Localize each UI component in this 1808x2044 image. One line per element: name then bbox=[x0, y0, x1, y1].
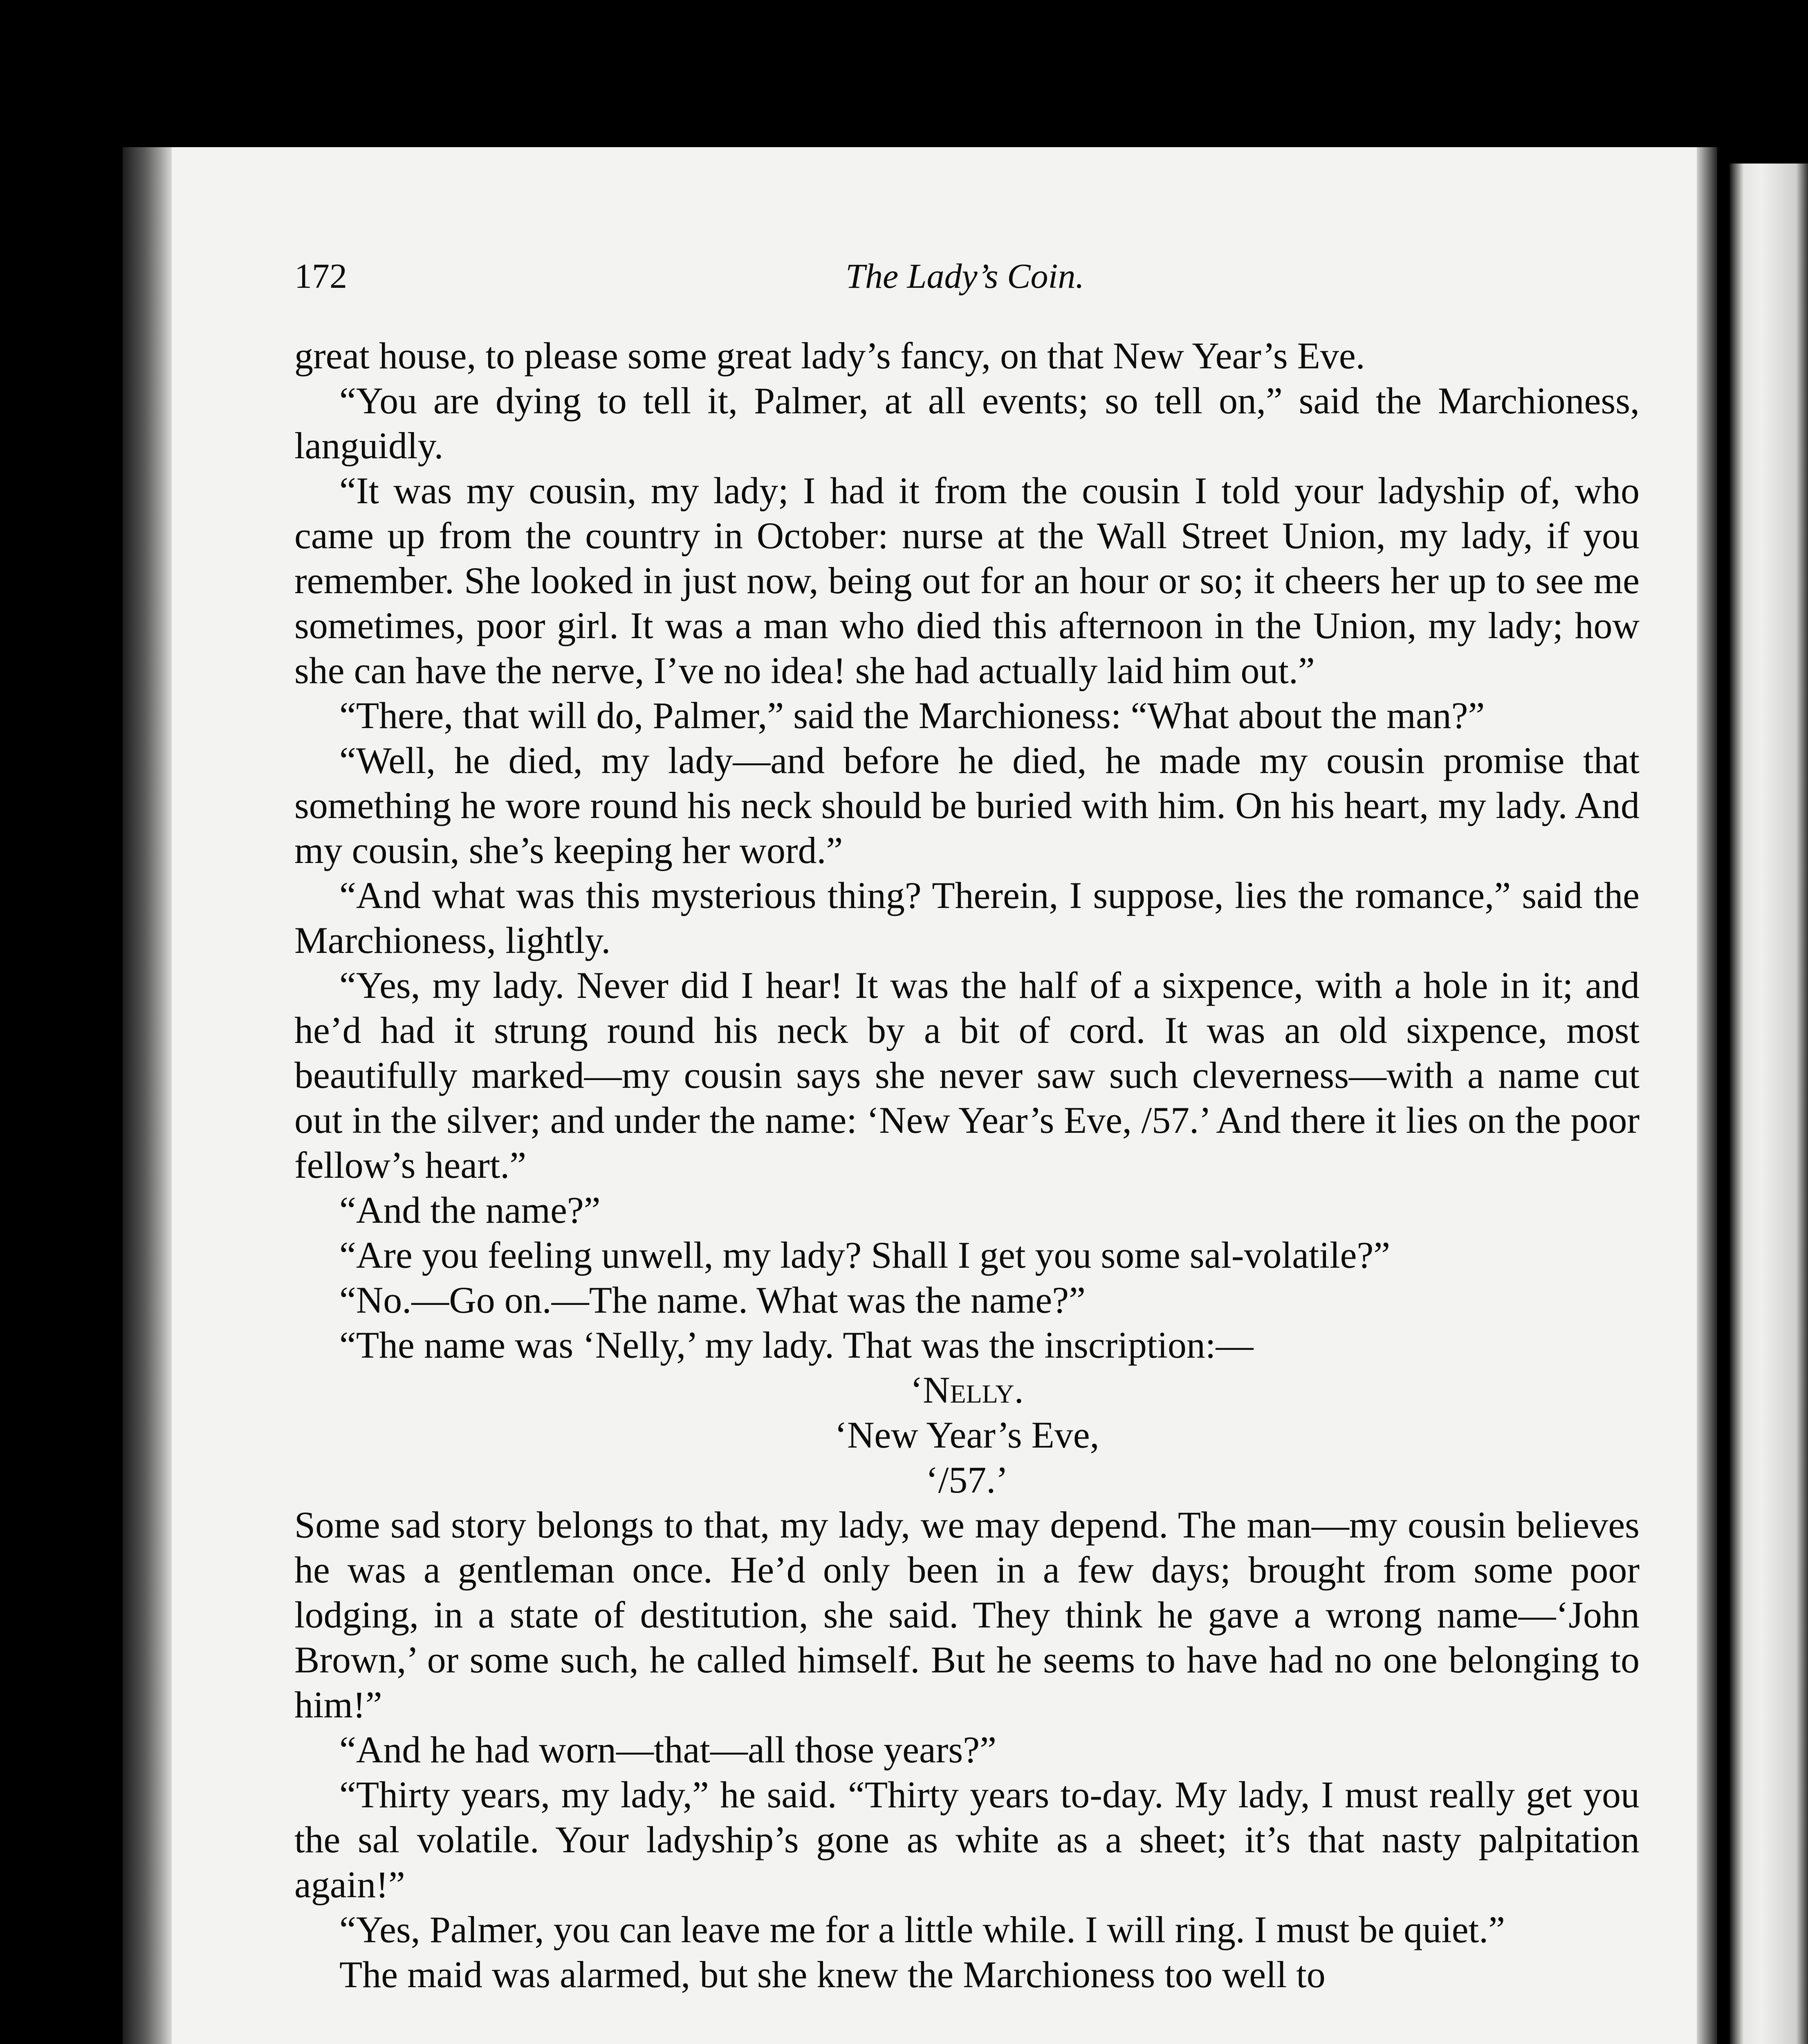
paragraph: “Yes, Palmer, you can leave me for a little while. I will ring. I must be quiet.” bbox=[339, 1909, 1505, 1950]
paragraph: “The name was ‘Nelly,’ my lady. That was the inscription:— bbox=[339, 1324, 1254, 1366]
page-header bbox=[294, 256, 1635, 313]
paragraph: “Are you feeling unwell, my lady? Shall I get you some sal-volatile?” bbox=[339, 1234, 1391, 1276]
paragraph: “Thirty years, my lady,” he said. “Thirty years to-day. My lady, I must really get you the sal volatile. Your ladyship’s gone as white as a sheet; it’s that nasty palpitation again!” bbox=[294, 1774, 1640, 1905]
coin-inscription bbox=[294, 1367, 1640, 1502]
page-number: 172 bbox=[294, 256, 347, 296]
paragraph: Some sad story belongs to that, my lady, we may depend. The man—my cousin believes he was a gentleman once. He’d only been in a few days; brought from some poor lodging, in a state of destitution, she said. They think he gave a wrong name—‘John Brown,’ or some such, he called himself. But he seems to have had no one belonging to him!” bbox=[294, 1504, 1640, 1726]
paragraph: “Well, he died, my lady—and before he died, he made my cousin promise that something he wore round his neck should be buried with him. On his heart, my lady. And my cousin, she’s keeping her word.” bbox=[294, 740, 1640, 871]
paragraph: “And the name?” bbox=[339, 1189, 601, 1231]
paragraph: “Yes, my lady. Never did I hear! It was the half of a sixpence, with a hole in it; and he’d had it strung round his neck by a bit of cord. It was an old sixpence, most beautifully marked—my cousin says she never saw such cleverness—with a name cut out in the silver; and under the name: ‘New Year’s Eve, /57.’ And there it lies on the poor fellow’s heart.” bbox=[294, 964, 1640, 1186]
body-text bbox=[294, 333, 1640, 1997]
inscription-name: ‘Nelly. bbox=[910, 1369, 1024, 1411]
paragraph: “And what was this mysterious thing? Therein, I suppose, lies the romance,” said the Marchioness, lightly. bbox=[294, 874, 1640, 961]
page-content bbox=[123, 147, 1717, 2044]
paragraph: “There, that will do, Palmer,” said the Marchioness: “What about the man?” bbox=[339, 695, 1485, 736]
inscription-date-line: ‘New Year’s Eve, bbox=[834, 1414, 1099, 1456]
paragraph: The maid was alarmed, but she knew the Marchioness too well to bbox=[339, 1954, 1326, 1995]
paragraph: “And he had worn—that—all those years?” bbox=[339, 1729, 996, 1771]
adjacent-page-edge bbox=[1729, 164, 1808, 2044]
paragraph: “You are dying to tell it, Palmer, at all events; so tell on,” said the Marchioness, languidly. bbox=[294, 380, 1640, 466]
inscription-year: ‘/57.’ bbox=[926, 1459, 1008, 1501]
paragraph: great house, to please some great lady’s fancy, on that New Year’s Eve. bbox=[294, 335, 1365, 377]
running-title: The Lady’s Coin. bbox=[846, 256, 1084, 296]
paragraph: “No.—Go on.—The name. What was the name?” bbox=[339, 1279, 1086, 1321]
paragraph: “It was my cousin, my lady; I had it from the cousin I told your ladyship of, who came up from the country in October: nurse at the Wall Street Union, my lady, if you remember. She looked in just now, being out for an hour or so; it cheers her up to see me sometimes, poor girl. It was a man who died this afternoon in the Union, my lady; how she can have the nerve, I’ve no idea! she had actually laid him out.” bbox=[294, 470, 1640, 691]
